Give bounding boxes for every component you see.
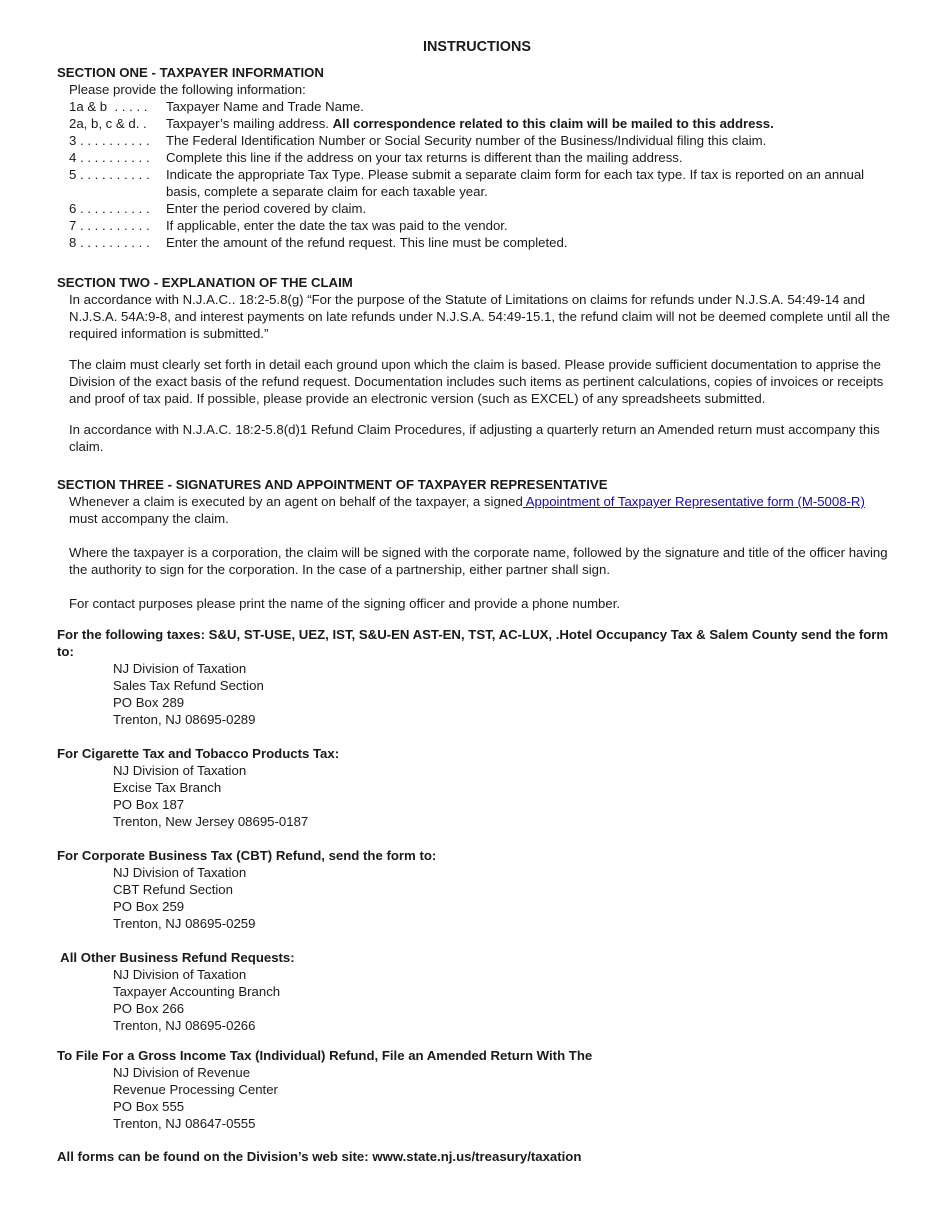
- address-line: Revenue Processing Center: [113, 1082, 278, 1097]
- item-label: 6 . . . . . . . . . .: [69, 201, 150, 216]
- instructions-page: [57, 38, 897, 1165]
- list-item: [69, 234, 897, 251]
- address-heading: To File For a Gross Income Tax (Individual) Refund, File an Amended Return With The: [57, 1048, 593, 1063]
- mailing-addresses: [57, 626, 897, 1132]
- address-block: [57, 847, 897, 932]
- item-text: Enter the period covered by claim.: [166, 201, 367, 216]
- section-two-paragraph: In accordance with N.J.A.C.. 18:2-5.8(g) “For the purpose of the Statute of Limitations on claims for refunds under N.J.S.A. 54:49-14 and N.J.S.A. 54A:9-8, and interest payments on late refunds under N.J.S.A. 54:49-15.1, the refund claim will not be deemed complete until all the required information is submitted.”: [69, 292, 891, 341]
- list-item: [69, 217, 897, 234]
- address-line: Trenton, NJ 08695-0259: [113, 916, 256, 931]
- address-line: Trenton, New Jersey 08695-0187: [113, 814, 309, 829]
- address-heading: All Other Business Refund Requests:: [57, 950, 295, 965]
- item-text: If applicable, enter the date the tax was paid to the vendor.: [166, 218, 508, 233]
- item-label: 4 . . . . . . . . . .: [69, 150, 150, 165]
- section-one-intro: Please provide the following information:: [69, 82, 306, 97]
- address-line: NJ Division of Revenue: [113, 1065, 251, 1080]
- address-heading: For Corporate Business Tax (CBT) Refund, send the form to:: [57, 848, 437, 863]
- section-one-heading: SECTION ONE - TAXPAYER INFORMATION: [57, 65, 324, 80]
- address-line: CBT Refund Section: [113, 882, 233, 897]
- address-block: [57, 949, 897, 1034]
- address-line: Trenton, NJ 08647-0555: [113, 1116, 256, 1131]
- address-line: PO Box 259: [113, 899, 185, 914]
- address-line: Taxpayer Accounting Branch: [113, 984, 281, 999]
- section-three-heading: SECTION THREE - SIGNATURES AND APPOINTMENT OF TAXPAYER REPRESENTATIVE: [57, 477, 608, 492]
- section-three-paragraph: Whenever a claim is executed by an agent on behalf of the taxpayer, a signed Appointment of Taxpayer Representative form (M-5008-R) must accompany the claim.: [69, 494, 865, 526]
- item-text: Taxpayer’s mailing address. All correspondence related to this claim will be mailed to this address.: [166, 116, 774, 131]
- item-text: Indicate the appropriate Tax Type. Please submit a separate claim form for each tax type. If tax is reported on an annual basis, complete a separate claim for each taxable year.: [166, 167, 865, 199]
- address-line: NJ Division of Taxation: [113, 865, 247, 880]
- address-line: PO Box 187: [113, 797, 185, 812]
- item-label: 1a & b . . . . .: [69, 99, 148, 114]
- list-item: [69, 149, 897, 166]
- section-two: [57, 274, 897, 455]
- address-line: Trenton, NJ 08695-0289: [113, 712, 256, 727]
- address-line: PO Box 555: [113, 1099, 185, 1114]
- list-item: [69, 166, 897, 200]
- item-text: Enter the amount of the refund request. This line must be completed.: [166, 235, 568, 250]
- address-line: Sales Tax Refund Section: [113, 678, 264, 693]
- item-bold-text: All correspondence related to this claim will be mailed to this address.: [332, 116, 774, 131]
- address-line: Trenton, NJ 08695-0266: [113, 1018, 256, 1033]
- item-label: 3 . . . . . . . . . .: [69, 133, 150, 148]
- address-heading: For the following taxes: S&U, ST-USE, UEZ, IST, S&U-EN AST-EN, TST, AC-LUX, .Hotel Occupancy Tax & Salem County send the form to:: [57, 627, 889, 659]
- section-three-paragraph: Where the taxpayer is a corporation, the claim will be signed with the corporate name, followed by the signature and title of the officer having the authority to sign for the corporation. In the case of a partnership, either partner shall sign.: [69, 545, 888, 577]
- item-text: Taxpayer Name and Trade Name.: [166, 99, 364, 114]
- item-text: Complete this line if the address on your tax returns is different than the mailing address.: [166, 150, 683, 165]
- page-title: INSTRUCTIONS: [423, 39, 531, 55]
- section-three: [57, 476, 897, 612]
- section-one: [57, 64, 897, 251]
- item-label: 5 . . . . . . . . . .: [69, 167, 150, 182]
- address-line: NJ Division of Taxation: [113, 763, 247, 778]
- list-item: [69, 132, 897, 149]
- address-block: [57, 745, 897, 830]
- address-block: [57, 626, 897, 728]
- section-one-items: [57, 98, 897, 251]
- list-item: [69, 115, 897, 132]
- address-line: NJ Division of Taxation: [113, 661, 247, 676]
- item-label: 7 . . . . . . . . . .: [69, 218, 150, 233]
- section-two-heading: SECTION TWO - EXPLANATION OF THE CLAIM: [57, 275, 353, 290]
- address-line: PO Box 289: [113, 695, 185, 710]
- list-item: [69, 98, 897, 115]
- section-three-paragraph: For contact purposes please print the name of the signing officer and provide a phone number.: [69, 596, 621, 611]
- list-item: [69, 200, 897, 217]
- item-text: The Federal Identification Number or Social Security number of the Business/Individual filing this claim.: [166, 133, 767, 148]
- address-line: NJ Division of Taxation: [113, 967, 247, 982]
- appointment-representative-link[interactable]: Appointment of Taxpayer Representative form (M-5008-R): [522, 494, 865, 509]
- address-line: Excise Tax Branch: [113, 780, 222, 795]
- address-line: PO Box 266: [113, 1001, 185, 1016]
- section-two-paragraph: In accordance with N.J.A.C. 18:2-5.8(d)1 Refund Claim Procedures, if adjusting a quarterly return an Amended return must accompany this claim.: [69, 422, 880, 454]
- website-footer: All forms can be found on the Division’s web site: www.state.nj.us/treasury/taxation: [57, 1149, 582, 1164]
- item-label: 8 . . . . . . . . . .: [69, 235, 150, 250]
- address-block: [57, 1047, 897, 1132]
- address-heading: For Cigarette Tax and Tobacco Products Tax:: [57, 746, 340, 761]
- section-two-paragraph: The claim must clearly set forth in detail each ground upon which the claim is based. Please provide sufficient documentation to apprise the Division of the exact basis of the refund request. Documentation includes such items as pertinent calculations, copies of invoices or receipts and proof of tax paid. If possible, please provide an electronic version (such as EXCEL) of any spreadsheets submitted.: [69, 357, 884, 406]
- item-label: 2a, b, c & d. .: [69, 116, 147, 131]
